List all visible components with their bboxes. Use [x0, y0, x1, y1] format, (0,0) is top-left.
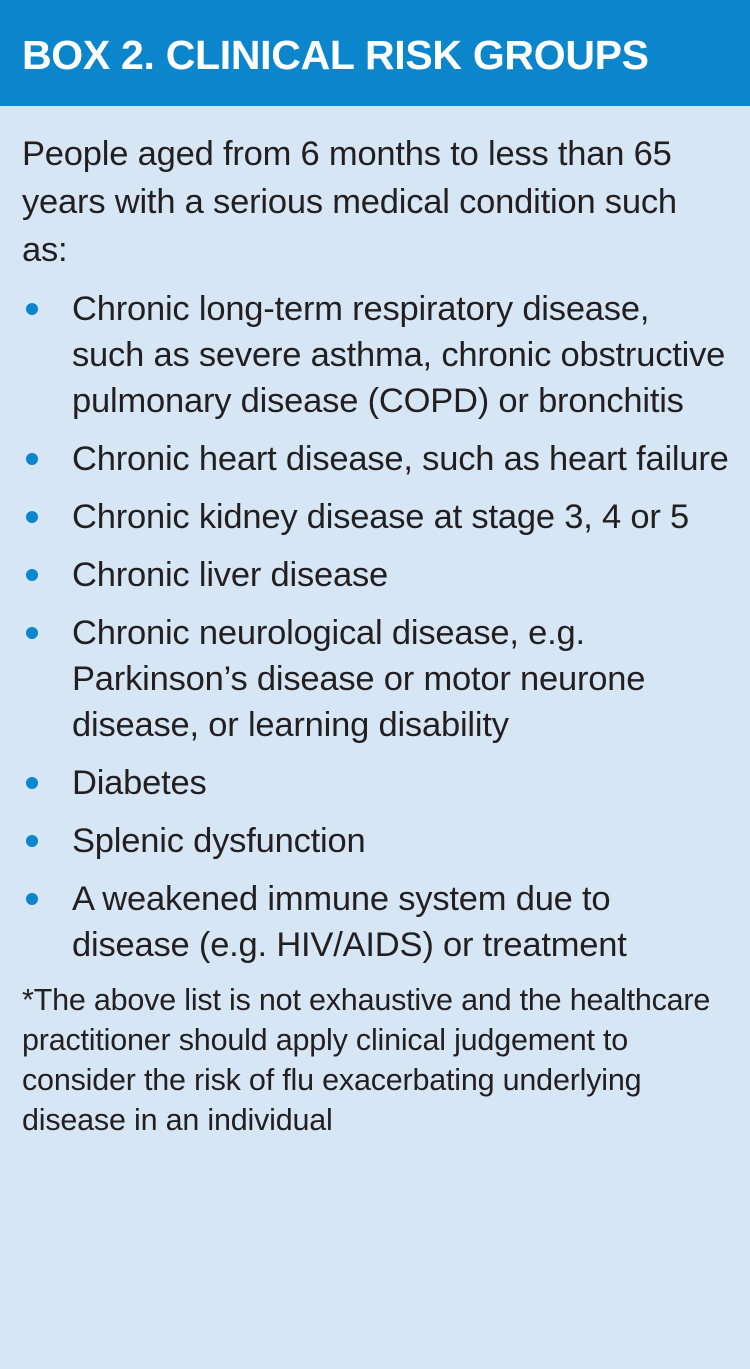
list-item-text: Chronic liver disease [72, 556, 389, 594]
bullet-icon [26, 303, 38, 315]
list-item-text: Chronic heart disease, such as heart failure [72, 440, 729, 478]
list-item [22, 436, 730, 482]
list-item [22, 760, 730, 806]
bullet-icon [26, 893, 38, 905]
list-item-text: Splenic dysfunction [72, 822, 366, 860]
list-item-text: Chronic kidney disease at stage 3, 4 or 5 [72, 498, 689, 536]
bullet-icon [26, 511, 38, 523]
list-item [22, 610, 730, 748]
bullet-icon [26, 627, 38, 639]
box-content [0, 106, 750, 1140]
list-item-text: Diabetes [72, 764, 207, 802]
footnote-text: *The above list is not exhaustive and the healthcare practitioner should apply clinical judgement to consider the risk of flu exacerbating underlying disease in an individual [22, 983, 711, 1137]
bullet-icon [26, 569, 38, 581]
list-item [22, 818, 730, 864]
box-header [0, 0, 750, 106]
box-title: BOX 2. CLINICAL RISK GROUPS [22, 32, 649, 78]
list-item-text: Chronic neurological disease, e.g. Parkinson’s disease or motor neurone disease, or learning disability [72, 614, 646, 744]
list-item-text: A weakened immune system due to disease (e.g. HIV/AIDS) or treatment [72, 880, 627, 964]
intro-text: People aged from 6 months to less than 65 years with a serious medical condition such as: [22, 135, 677, 269]
list-item [22, 552, 730, 598]
list-item [22, 286, 730, 424]
list-item [22, 494, 730, 540]
bullet-icon [26, 777, 38, 789]
list-item [22, 876, 730, 968]
conditions-list [22, 286, 730, 968]
bullet-icon [26, 453, 38, 465]
bullet-icon [26, 835, 38, 847]
list-item-text: Chronic long-term respiratory disease, such as severe asthma, chronic obstructive pulmonary disease (COPD) or bronchitis [72, 290, 726, 420]
